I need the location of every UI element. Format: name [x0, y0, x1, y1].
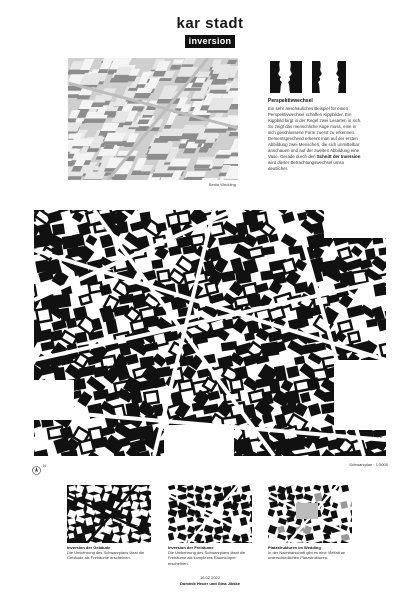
north-arrow-icon [32, 462, 41, 471]
north-label: N [43, 463, 46, 468]
perspective-text-block [268, 98, 364, 172]
thumb-title-3: Platzstrukturen im Wedding [268, 545, 321, 550]
footer-date: 16.02.2022 [199, 575, 221, 580]
aerial-photo [68, 58, 238, 180]
figure-ground-map [34, 210, 386, 456]
logo-line-2: inversion [185, 35, 236, 48]
thumb-caption-1 [67, 545, 153, 561]
aerial-caption: Berlin Wedding [208, 182, 236, 187]
map-scale: Schwarzplan · 1:5000 [349, 462, 388, 467]
perspective-body-a: Ein sehr anschauliches Beispiel für einen Perspektivwechsel schaffen Kippbilder. Ein Kippbild birgt in der Regel zwei Lesarten in sich. So zeigt das menschliche Auge muss, eine in sich geschlossene Form zuerst zu erkennen. Dementsprechend erkennt man auf der ersten Abbildung zwei Menschen, die sich unmittelbar anschauen und auf der zweiten Abbildung eine Vase. Gerade durch den [268, 106, 362, 159]
perspective-body-bold: Schnitt der Inversion [316, 154, 361, 159]
thumb-caption-2 [168, 545, 254, 566]
logo-line-1: kar stadt [176, 15, 244, 32]
thumb-title-1: Inversion der Gebäude [67, 545, 111, 550]
thumb-squares-wedding [268, 485, 352, 543]
project-logo [168, 16, 252, 49]
rubin-vase-icon [268, 60, 348, 94]
thumb-text-3: In der Nachbarschaft gibt es eine Vielfalt an unterschiedlichen Platzstrukturen. [268, 550, 346, 561]
thumb-text-1: Die Umkehrung des Schwarzplans lässt die Gebäude als Freiräume erscheinen. [67, 550, 145, 561]
footer [160, 575, 260, 586]
thumb-caption-3 [268, 545, 354, 561]
thumb-inversion-buildings [67, 485, 151, 543]
thumb-title-2: Inversion der Freiräume [168, 545, 214, 550]
thumb-inversion-open-space [168, 485, 252, 543]
footer-names: Dominik Heuer und Gina Jikkke [179, 580, 241, 586]
perspective-title: Perspektivwechsel [268, 98, 313, 104]
thumb-text-2: Die Umkehrung des Schwarzplans lässt die Freiräume als komplexes Raumkörper erscheinen. [168, 550, 246, 566]
perspective-body-b: wird dieser Betrachtungswechsel umso deutlicher. [268, 160, 345, 171]
